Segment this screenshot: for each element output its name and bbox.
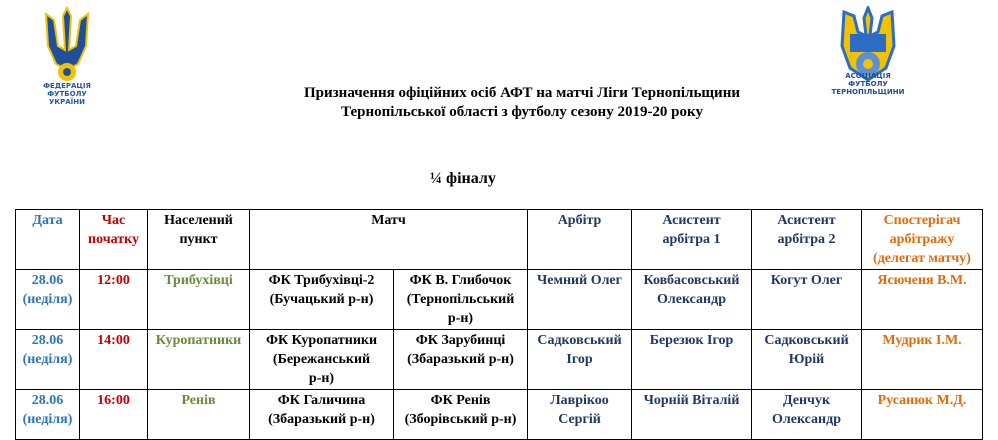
cell-assistant-2: Денчук Олександр [752,390,862,440]
ffu-caption-3: УКРАЇНИ [49,98,85,106]
ffu-caption-2: ФУТБОЛУ [47,90,87,98]
header-date: Дата [16,210,80,270]
cell-referee: Лаврікоо Сергій [528,390,632,440]
table-row [16,270,983,330]
cell-assistant-1: Ковбасовський Олександр [632,270,752,330]
cell-assistant-1: Березюк Ігор [632,330,752,390]
cell-place: Трибухівці [148,270,250,330]
cell-observer: Ясюченя В.М. [862,270,983,330]
cell-referee: Садковський Ігор [528,330,632,390]
header-referee: Арбітр [528,210,632,270]
title-line-2: Тернопільської області з футболу сезону 2019-20 року [341,104,703,120]
cell-time: 14:00 [80,330,148,390]
cell-assistant-1: Чорній Віталій [632,390,752,440]
table-row [16,390,983,440]
cell-assistant-2: Садковський Юрій [752,330,862,390]
cell-date: 28.06 (неділя) [16,390,80,440]
stage-heading: ¼ фіналу [430,170,496,187]
header-time: Час початку [80,210,148,270]
header-assistant-1: Асистент арбітра 1 [632,210,752,270]
cell-place: Куропатники [148,330,250,390]
cell-assistant-2: Когут Олег [752,270,862,330]
page-title [0,84,998,122]
table-row [16,330,983,390]
cell-time: 16:00 [80,390,148,440]
cell-home-team: ФК Куропатники (Бережанський р-н) [250,330,394,390]
cell-date: 28.06 (неділя) [16,270,80,330]
ffu-caption-1: ФЕДЕРАЦІЯ [43,82,91,90]
header-match: Матч [250,210,528,270]
cell-date: 28.06 (неділя) [16,330,80,390]
cell-observer: Мудрик І.М. [862,330,983,390]
header-assistant-2: Асистент арбітра 2 [752,210,862,270]
cell-home-team: ФК Трибухівці-2 (Бучацький р-н) [250,270,394,330]
aft-caption: АСОЦІАЦІЯ ФУТБОЛУ ТЕРНОПІЛЬЩИНИ [831,72,905,96]
title-line-1: Призначення офіційних осіб АФТ на матчі Ліги Тернопільщини [304,85,740,101]
cell-place: Ренів [148,390,250,440]
cell-time: 12:00 [80,270,148,330]
cell-observer: Русанюк М.Д. [862,390,983,440]
cell-away-team: ФК Зарубинці (Збаразький р-н) [394,330,528,390]
cell-away-team: ФК В. Глибочок (Тернопільський р-н) [394,270,528,330]
cell-away-team: ФК Ренів (Зборівський р-н) [394,390,528,440]
cell-home-team: ФК Галичина (Збаразький р-н) [250,390,394,440]
appointments-table [15,209,983,440]
header-observer: Спостерігач арбітражу (делегат матчу) [862,210,983,270]
cell-referee: Чемний Олег [528,270,632,330]
header-row [16,210,983,270]
header-place: Населений пункт [148,210,250,270]
